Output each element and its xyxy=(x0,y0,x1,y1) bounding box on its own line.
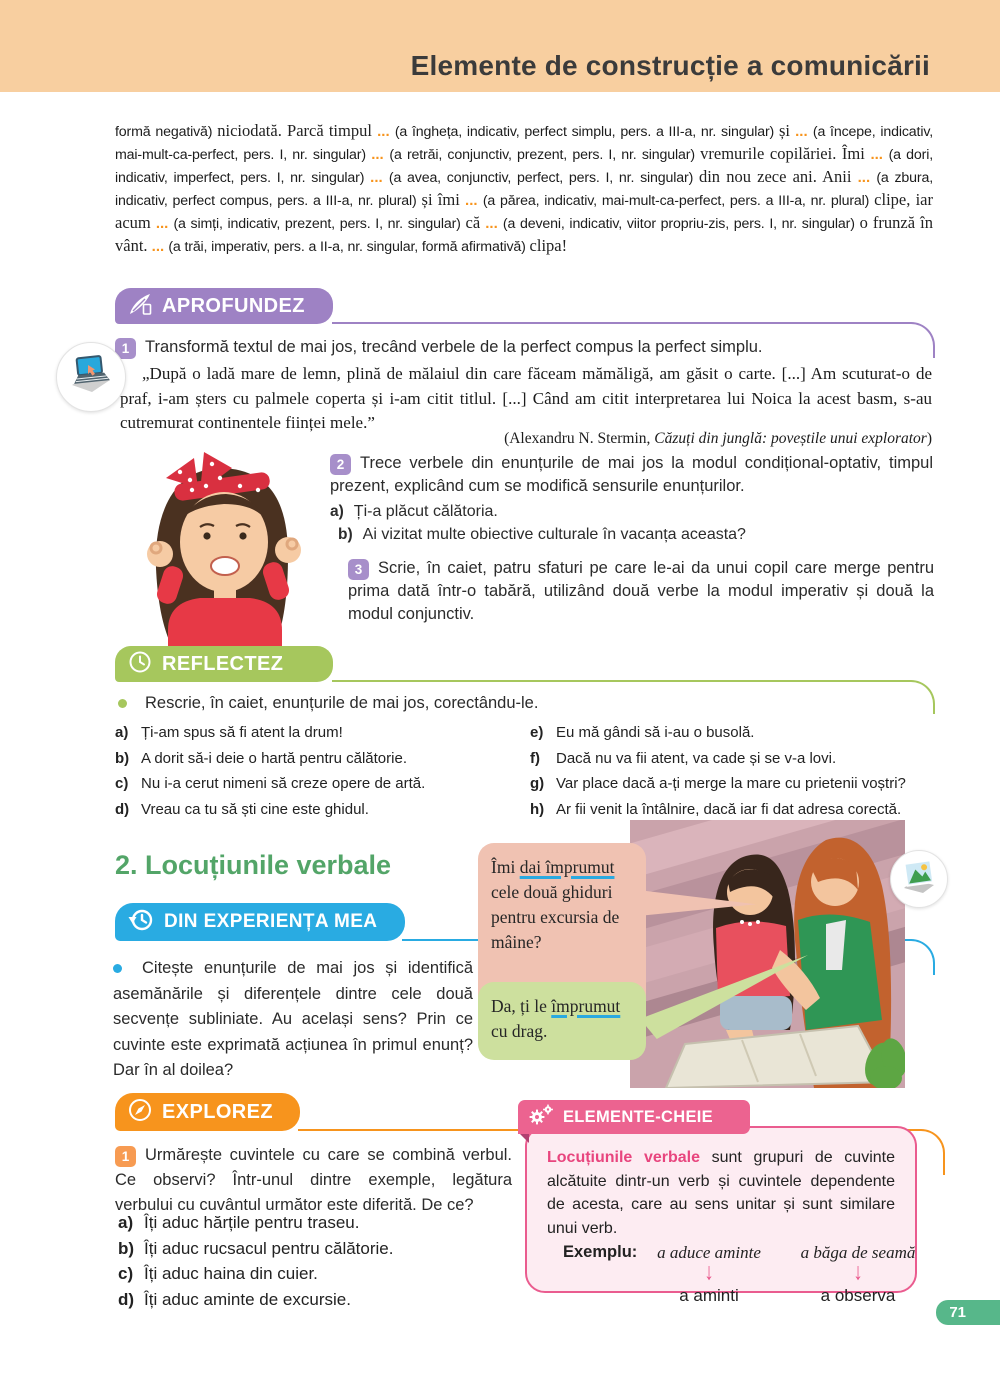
page-number-badge: 71 xyxy=(936,1300,1000,1325)
exercise-item-1 xyxy=(115,336,935,359)
photo-girl-ok-gesture xyxy=(108,438,336,656)
list-item: h) Ar fii venit la întâlnire, dacă iar fi dat adresa corectă. xyxy=(530,800,902,818)
photo-two-girls-map xyxy=(630,820,905,1088)
exercise-item-2 xyxy=(330,452,933,544)
history-icon xyxy=(127,907,155,938)
gears-icon xyxy=(528,1103,555,1131)
example-phrase-1: a aduce aminte xyxy=(657,1243,761,1262)
grammar-exercise-paragraph: formă negativă) niciodată. Parcă timpul ... (a îngheța, indicativ, perfect simplu, pers. a III-a, nr. singular) și ... (a începe, indicativ, mai-mult-ca-perfect, pers. I, nr. singular) ... (a retrăi, conjunctiv, prezent, pers. I, nr. singular) vremurile copilăriei. Îmi ... (a dori, indicativ, imperfect, pers. I, nr. singular) ... (a avea, conjunctiv, perfect, pers. I, nr. singular) din nou zece ani. Anii ... (a zbura, indicativ, perfect compus, pers. a III-a, nr. plural) și îmi ... (a părea, indicativ, mai-mult-ca-perfect, pers. a III-a, nr. plural) clipe, iar acum ... (a simți, indicativ, prezent, pers. I, nr. singular) că ... (a deveni, indicativ, viitor propriu-zis, pers. I, nr. singular) o frunză în vânt. ... (a trăi, imperativ, pers. a II-a, nr. singular, formă afirmativă) clipa! xyxy=(115,121,934,255)
header-banner xyxy=(0,0,1000,92)
attribution-close: ) xyxy=(926,430,932,447)
down-arrow-icon: ↓ xyxy=(704,1259,714,1286)
list-item: a) Îți aduc hărțile pentru traseu. xyxy=(118,1213,360,1232)
section-2-title: 2. Locuțiunile verbale xyxy=(115,850,392,880)
section-tab-explorez xyxy=(115,1093,300,1131)
example-label: Exemplu: xyxy=(563,1243,638,1261)
list-item: c) Îți aduc haina din cuier. xyxy=(118,1264,318,1283)
exercise-number-badge: 3 xyxy=(348,559,369,580)
key-elements-box xyxy=(525,1126,917,1305)
exercise-number-badge: 1 xyxy=(115,1146,136,1167)
section-label-reflectez: REFLECTEZ xyxy=(162,652,284,675)
list-item: g) Var place dacă a-ți merge la mare cu prietenii voștri? xyxy=(530,775,906,792)
example-result-1: a aminti xyxy=(679,1286,739,1305)
example-phrase-2: a băga de seamă xyxy=(800,1243,916,1262)
section-tab-aprofundez xyxy=(115,288,333,324)
exercise-text: Trece verbele din enunțurile de mai jos la modul condițional-optativ, timpul prezent, explicând cum se modifică sensurile enunțurilor. xyxy=(330,454,933,495)
list-item: d) Vreau ca tu să ști cine este ghidul. xyxy=(115,800,369,818)
example-result-2: a observa xyxy=(820,1286,896,1305)
reflectez-instruction: Rescrie, în caiet, enunțurile de mai jos, corectându-le. xyxy=(118,692,538,715)
exercise-text: Scrie, în caiet, patru sfaturi pe care le-ai da unui copil care merge pentru prima dată într-o tabără, utilizând două verbe la modul imperativ și două la modul conjunctiv. xyxy=(348,559,934,623)
attribution-title: Căzuți din junglă: poveștile unui explorator xyxy=(654,430,927,447)
laptop-icon xyxy=(68,352,114,403)
bubble-answer-text: Da, ți le împrumut cu drag. xyxy=(491,996,621,1041)
reflectez-column-1 xyxy=(115,720,527,822)
down-arrow-icon: ↓ xyxy=(853,1259,863,1286)
key-elements-tab xyxy=(518,1100,750,1134)
list-item: b) Îți aduc rucsacul pentru călătorie. xyxy=(118,1238,394,1258)
list-item: b) Ai vizitat multe obiective culturale în vacanța aceasta? xyxy=(338,526,746,543)
exercise-text: Urmărește cuvintele cu care se combină verbul. Ce observi? Într-unul dintre exemple, legătura verbului cu cuvântul următor este diferită. De ce? xyxy=(115,1146,512,1214)
bullet-icon xyxy=(113,964,122,973)
list-item: a) Ți-am spus să fi atent la drum! xyxy=(115,724,343,741)
key-elements-example xyxy=(547,1243,916,1309)
section-label-experienta: DIN EXPERIENȚA MEA xyxy=(164,911,378,932)
literary-quote: „După o ladă mare de lemn, plină de mălaiul din care făceam mămăligă, am găsit o carte. [...] Am scuturat-o de praf, i-am șters cu palmele coperta și i-am citit titlul. [...] Când am citit interpretarea lui Noica la acest basm, s-au cutremurat continentele ființei mele.” xyxy=(120,364,932,432)
reflectez-column-2 xyxy=(530,720,935,822)
page-title: Elemente de construcție a comunicării xyxy=(410,50,930,81)
image-icon xyxy=(898,856,940,903)
clock-icon xyxy=(127,649,153,680)
compass-icon xyxy=(127,1097,153,1128)
exercise-item-3 xyxy=(348,557,934,626)
speech-bubble-answer xyxy=(478,982,646,1060)
section-tab-experienta xyxy=(115,903,405,941)
list-item: f) Dacă nu va fii atent, va cade și se v-a lovi. xyxy=(530,749,837,767)
explorez-list xyxy=(118,1210,518,1312)
experienta-instruction: Citește enunțurile de mai jos și identifică asemănările și diferențele dintre cele două secvențe subliniate. Au același sens? Prin ce cuvinte este exprimată acțiunea în primul enunț? Dar în al doilea? xyxy=(113,959,473,1079)
digital-activity-button[interactable] xyxy=(56,342,126,412)
explorez-item-1 xyxy=(115,1143,512,1218)
bullet-icon xyxy=(118,699,127,708)
exercise-number-badge: 2 xyxy=(330,454,351,475)
section-tab-reflectez xyxy=(115,646,333,682)
key-elements-label: ELEMENTE-CHEIE xyxy=(563,1107,713,1126)
quote-attribution xyxy=(400,430,932,448)
exercise-text: Transformă textul de mai jos, trecând verbele de la perfect compus la perfect simplu. xyxy=(145,338,763,356)
image-resource-button[interactable] xyxy=(890,850,948,908)
attribution-author: (Alexandru N. Stermin, xyxy=(504,430,655,447)
list-item: d) Îți aduc aminte de excursie. xyxy=(118,1289,351,1309)
list-item: c) Nu i-a cerut nimeni să creze opere de artă. xyxy=(115,775,426,792)
key-elements-definition: Locuțiunile verbale sunt grupuri de cuvinte alcătuite dintr-un verb și cuvintele dependente de acesta, care au sens unitar și sunt similare unui verb. xyxy=(547,1149,895,1237)
bubble-question-text: Îmi dai împrumut cele două ghiduri pentru excursia de mâine? xyxy=(491,857,620,952)
section-label-aprofundez: APROFUNDEZ xyxy=(162,294,305,317)
section-label-explorez: EXPLOREZ xyxy=(162,1100,273,1123)
list-item: e) Eu mă gândi să i-au o busolă. xyxy=(530,724,755,741)
list-item: a) Ți-a plăcut călătoria. xyxy=(330,503,498,520)
quill-icon xyxy=(127,291,153,322)
list-item: b) A dorit să-i deie o hartă pentru călătorie. xyxy=(115,749,407,767)
exercise-number-badge: 1 xyxy=(115,338,136,359)
